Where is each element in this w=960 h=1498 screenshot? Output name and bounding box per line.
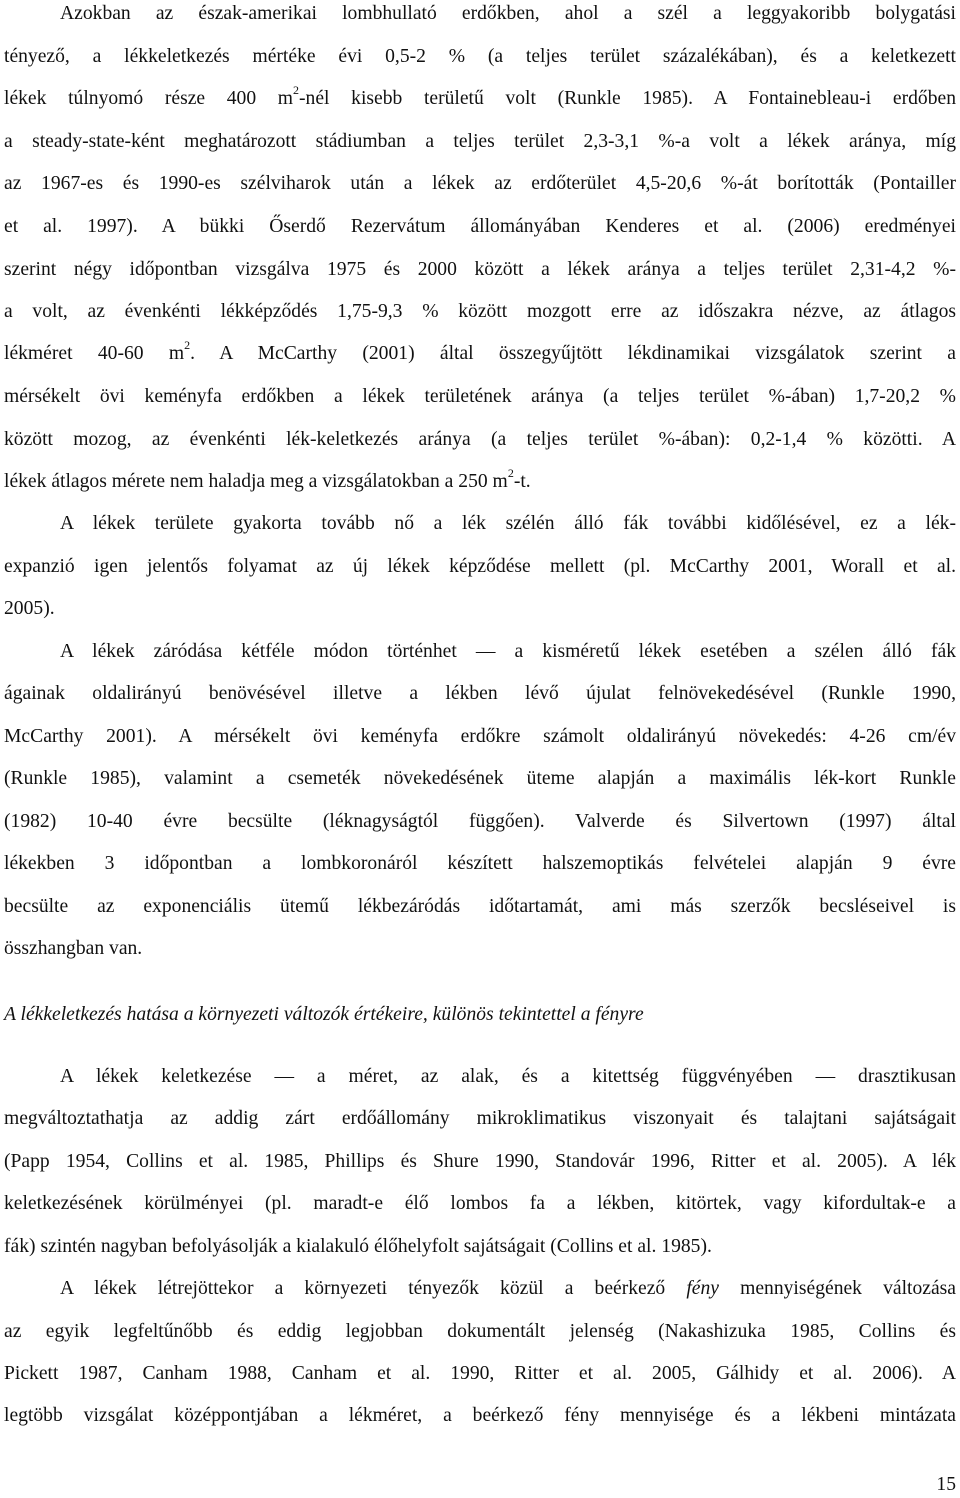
paragraph-3-line-5: (1982) 10-40 évre becsülte (léknagyságtól függően). Valverde és Silvertown (1997) által [4, 811, 956, 832]
text-span: lékméret 40-60 m [4, 343, 185, 364]
paragraph-1-line-8: a volt, az évenkénti lékképződés 1,75-9,3 % között mozgott erre az időszakra nézve, az átlagos [4, 301, 956, 322]
section-heading: A lékkeletkezés hatása a környezeti változók értékeire, különös tekintettel a fényre [4, 1004, 644, 1025]
paragraph-2-line-3: 2005). [4, 598, 55, 619]
paragraph-1-line-4: a steady-state-ként meghatározott stádiumban a teljes terület 2,3-3,1 %-a volt a lékek aránya, míg [4, 131, 956, 152]
text-span: mennyiségének változása [718, 1278, 956, 1299]
paragraph-4-line-5: fák) szintén nagyban befolyásolják a kialakuló élőhelyfolt sajátságait (Collins et al. 1985). [4, 1236, 712, 1257]
paragraph-2-line-1: A lékek területe gyakorta tovább nő a lék szélén álló fák további kidőlésével, ez a lék- [60, 513, 956, 534]
paragraph-1-line-3 [4, 83, 956, 111]
paragraph-2-line-2: expanzió igen jelentős folyamat az új lékek képződése mellett (pl. McCarthy 2001, Worall et al. [4, 556, 956, 577]
paragraph-1-line-7: szerint négy időpontban vizsgálva 1975 és 2000 között a lékek aránya a teljes terület 2,31-4,2 %- [4, 259, 956, 280]
text-span: -t. [513, 471, 531, 492]
paragraph-1-line-6: et al. 1997). A bükki Őserdő Rezervátum állományában Kenderes et al. (2006) eredményei [4, 216, 956, 237]
paragraph-4-line-1: A lékek keletkezése — a méret, az alak, és a kitettség függvényében — drasztikusan [60, 1066, 956, 1087]
paragraph-1-line-1: Azokban az észak-amerikai lombhullató erdőkben, ahol a szél a leggyakoribb bolygatási [60, 3, 956, 24]
paragraph-1-line-5: az 1967-es és 1990-es szélviharok után a lékek az erdőterület 4,5-20,6 %-át borították (Pontailler [4, 173, 956, 194]
paragraph-3-line-6: lékekben 3 időpontban a lombkoronáról készített halszemoptikás felvételei alapján 9 évre [4, 853, 956, 874]
paragraph-5-line-2: az egyik legfeltűnőbb és eddig legjobban dokumentált jelenség (Nakashizuka 1985, Collins és [4, 1321, 956, 1342]
page-number: 15 [936, 1474, 956, 1495]
superscript: 2 [507, 466, 514, 481]
paragraph-5-line-3: Pickett 1987, Canham 1988, Canham et al. 1990, Ritter et al. 2005, Gálhidy et al. 2006). A [4, 1363, 956, 1384]
paragraph-3-line-4: (Runkle 1985), valamint a csemeték növekedésének üteme alapján a maximális lék-kort Runkle [4, 768, 956, 789]
text-span: A lékek létrejöttekor a környezeti tényezők közül a beérkező [60, 1278, 687, 1299]
superscript: 2 [293, 83, 300, 98]
paragraph-4-line-3: (Papp 1954, Collins et al. 1985, Phillips és Shure 1990, Standovár 1996, Ritter et al. 2005). A lék [4, 1151, 956, 1172]
paragraph-3-line-8: összhangban van. [4, 938, 143, 959]
paragraph-5-line-4: legtöbb vizsgálat középpontjában a lékméret, a beérkező fény mennyisége és a lékbeni mintázata [4, 1405, 956, 1426]
paragraph-1-line-9 [4, 338, 956, 366]
superscript: 2 [184, 338, 191, 353]
paragraph-1-line-2: tényező, a lékkeletkezés mértéke évi 0,5-2 % (a teljes terület százalékában), és a keletkezett [4, 46, 956, 67]
paragraph-3-line-2: ágainak oldalirányú benövésével illetve a lékben lévő újulat felnövekedésével (Runkle 1990, [4, 683, 956, 704]
text-span: lékek túlnyomó része 400 m [4, 88, 294, 109]
paragraph-1-line-12 [4, 466, 956, 494]
paragraph-1-line-10: mérsékelt övi keményfa erdőkben a lékek területének aránya (a teljes terület %-ában) 1,7-20,2 % [4, 386, 956, 407]
paragraph-4-line-2: megváltoztathatja az addig zárt erdőállomány mikroklimatikus viszonyait és talajtani sajátságait [4, 1108, 956, 1129]
emphasis: fény [686, 1278, 719, 1299]
paragraph-1-line-11: között mozog, az évenkénti lék-keletkezés aránya (a teljes terület %-ában): 0,2-1,4 % közötti. A [4, 429, 956, 450]
paragraph-3-line-3: McCarthy 2001). A mérsékelt övi keményfa erdőkre számolt oldalirányú növekedés: 4-26 cm/év [4, 726, 956, 747]
text-span: -nél kisebb területű volt (Runkle 1985). A Fontainebleau-i erdőben [299, 88, 956, 109]
paragraph-5-line-1 [60, 1277, 956, 1301]
text-span: . A McCarthy (2001) által összegyűjtött lékdinamikai vizsgálatok szerint a [190, 343, 956, 364]
paragraph-3-line-1: A lékek záródása kétféle módon történhet — a kisméretű lékek esetében a szélen álló fák [60, 641, 956, 662]
text-span: lékek átlagos mérete nem haladja meg a vizsgálatokban a 250 m [4, 471, 508, 492]
paragraph-3-line-7: becsülte az exponenciális ütemű lékbezáródás időtartamát, ami más szerzők becsléseivel is [4, 896, 956, 917]
paragraph-4-line-4: keletkezésének körülményei (pl. maradt-e élő lombos fa a lékben, kitörtek, vagy kifordultak-e a [4, 1193, 956, 1214]
